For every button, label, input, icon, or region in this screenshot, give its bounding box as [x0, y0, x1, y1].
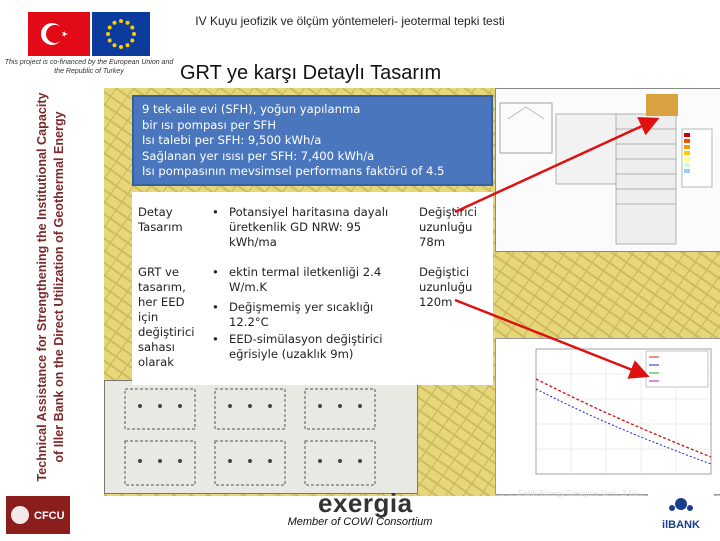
arrow-to-eed-chart [455, 300, 645, 375]
info-line: 9 tek-aile evi (SFH), yoğun yapılanma [142, 102, 361, 116]
row-result: Değiştirici uzunluğu 78m [419, 205, 478, 249]
info-line: Isı pompasının mevsimsel performans faktörü of 4.5 [142, 164, 445, 178]
row-bullet: Değişmemiş yer sıcaklığı 12.2°C [229, 300, 374, 329]
row-bullet: EED-simülasyon değiştirici eğrisiyle (uzaklık 9m) [229, 332, 383, 361]
bullet-icon: • [212, 265, 219, 279]
svg-text:CFCU: CFCU [34, 510, 65, 522]
info-line: bir ısı pompası per SFH [142, 117, 277, 132]
exergia-logo: exergia [318, 488, 413, 518]
consortium-note: Member of COWI Consortium [287, 516, 433, 528]
side-banner-text: Technical Assistance for Strengthening the Institutional Capacity of Iller Bank on the Direct Utilization of Geothermal Energy [35, 92, 66, 482]
arrow-to-potential-chart [455, 120, 655, 212]
row-label: Detay Tasarım [138, 205, 183, 234]
bullet-icon: • [212, 332, 219, 346]
info-line: Sağlanan yer ısısı per SFH: 7,400 kWh/a [142, 148, 375, 163]
row-result: Değiştici uzunluğu 120m [419, 265, 473, 309]
row-label: GRT ve tasarım, her EED için değiştirici sahası olarak [138, 265, 195, 369]
deck-title: IV Kuyu jeofizik ve ölçüm yöntemeleri- jeotermal tepki testi [195, 14, 505, 28]
row-bullet: ektin termal iletkenliği 2.4 W/m.K [229, 265, 382, 294]
bullet-icon: • [212, 205, 219, 219]
chart-caption: Earth Energy Designer Vers. 3.16 [518, 489, 638, 498]
ilbank-logo [648, 494, 714, 536]
cfcu-logo [6, 496, 70, 534]
row-bullet: Potansiyel haritasına dayalı üretkenlik GD NRW: 95 kWh/ma [229, 205, 389, 249]
cofinance-note: This project is co-financed by the European Union and the Republic of Turkey [4, 59, 174, 75]
svg-text:ilBANK: ilBANK [662, 519, 700, 531]
bullet-icon: • [212, 300, 219, 314]
info-line: Isı talebi per SFH: 9,500 kWh/a [142, 133, 322, 147]
slide-title: GRT ye karşı Detaylı Tasarım [180, 62, 442, 84]
